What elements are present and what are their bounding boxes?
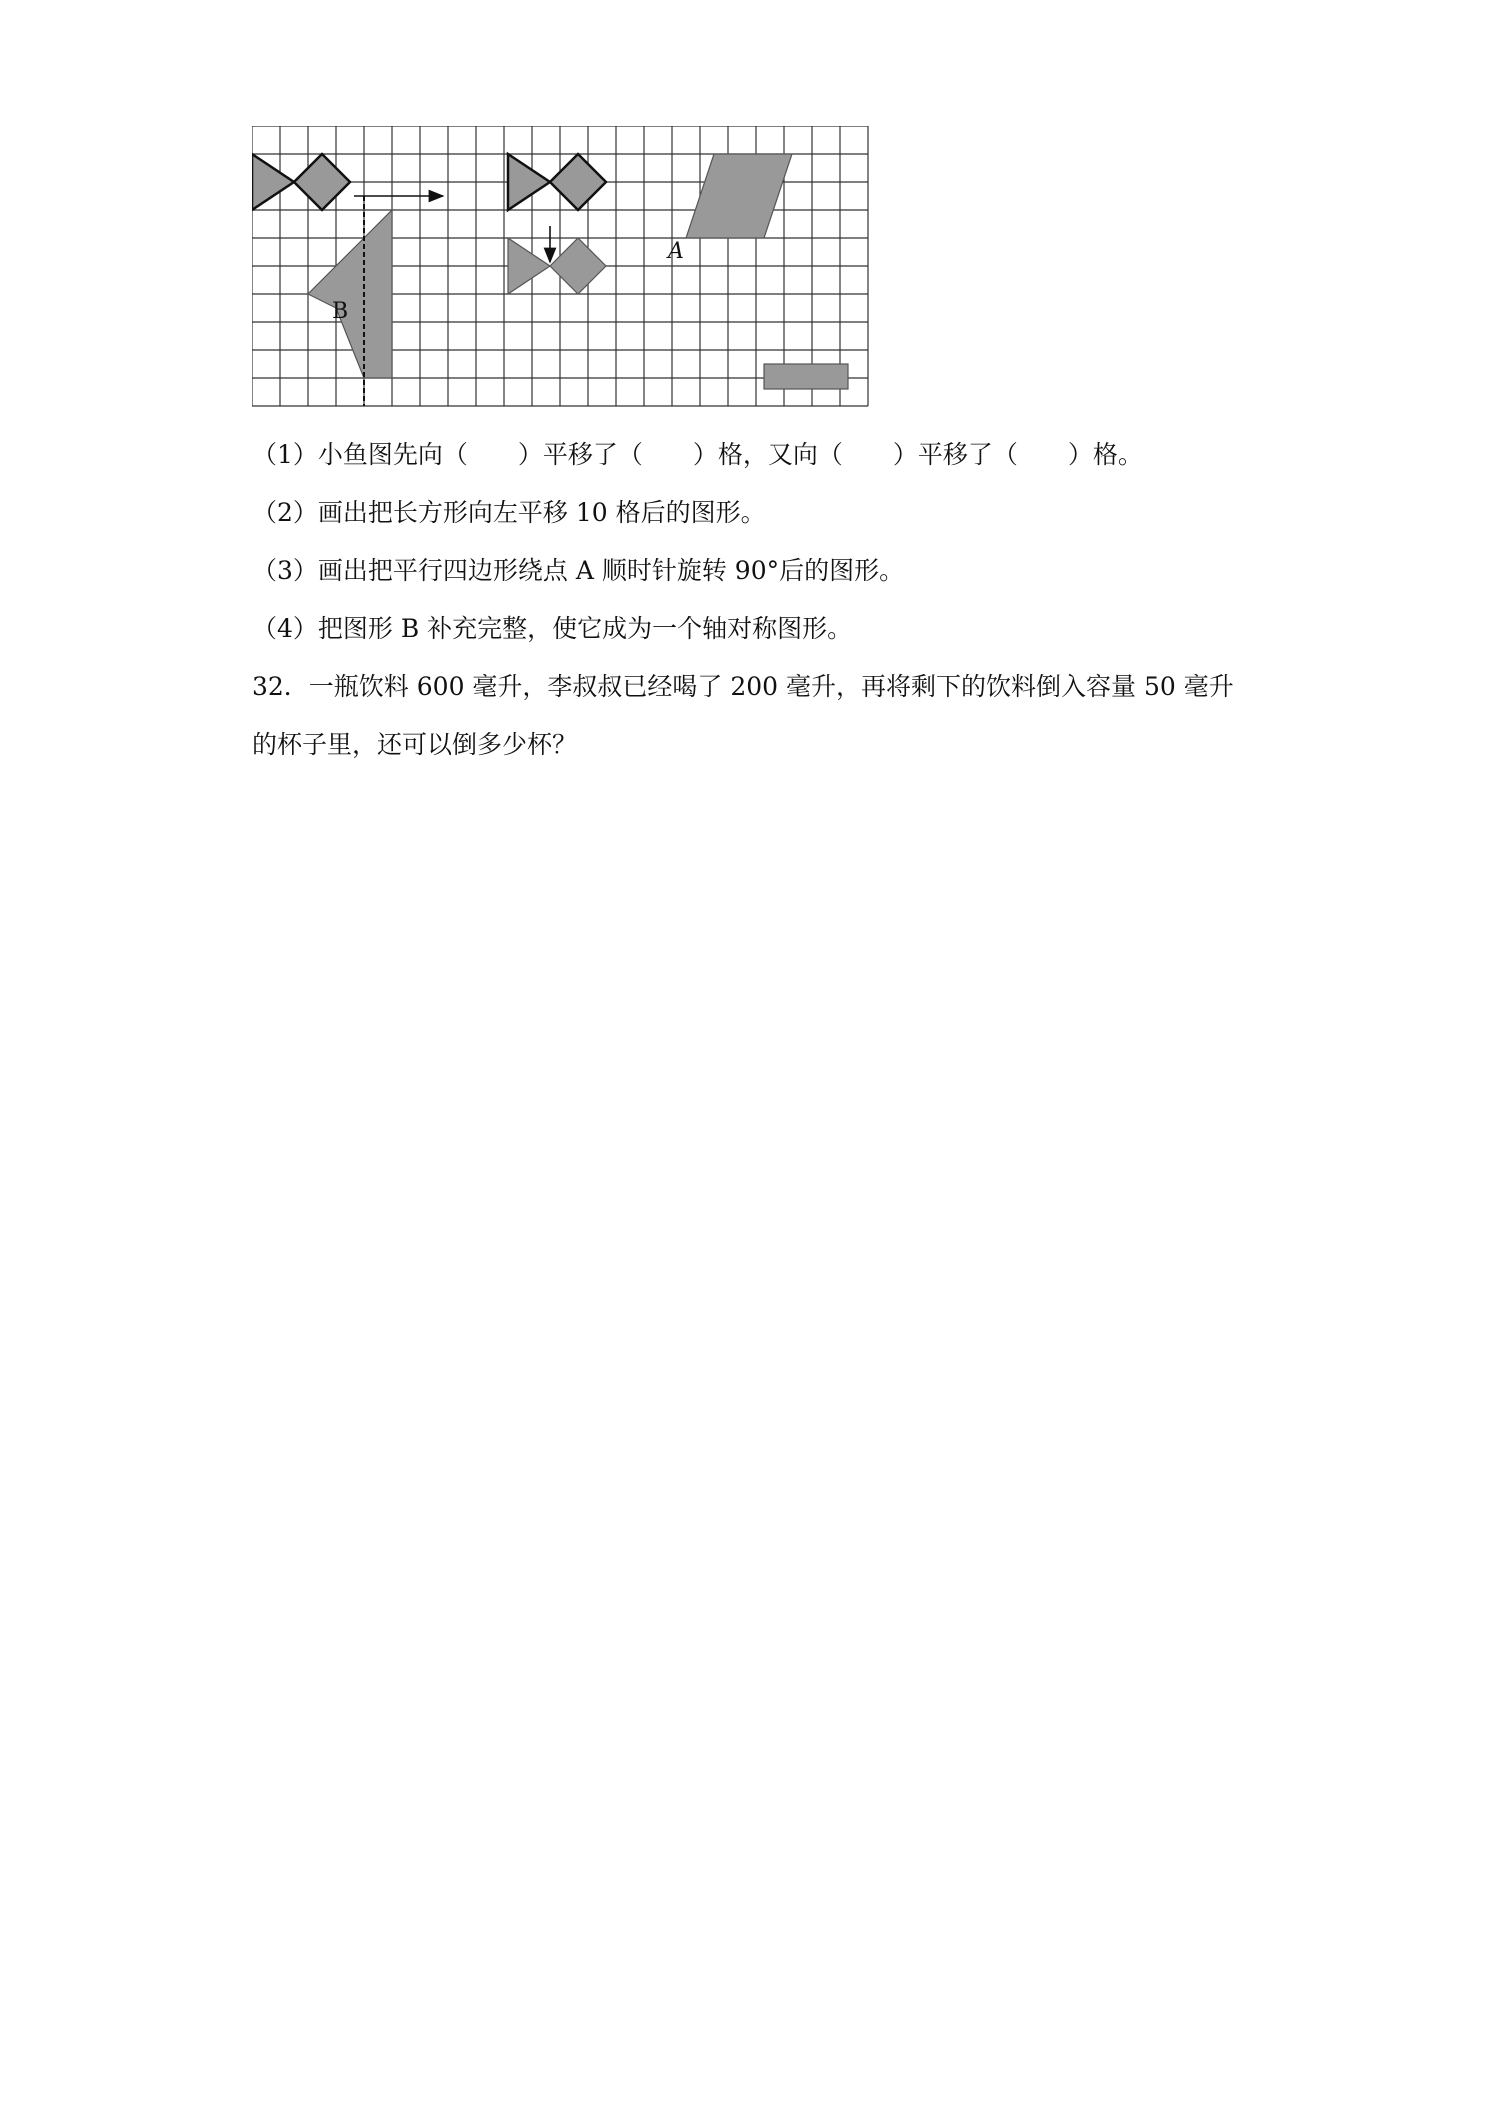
rectangle — [764, 364, 848, 389]
shape-b — [308, 210, 392, 378]
question-1: （1）小鱼图先向（ ）平移了（ ）格，又向（ ）平移了（ ）格。 — [252, 440, 1143, 469]
fish-translated-right — [508, 154, 606, 210]
grid-figure — [252, 126, 882, 416]
fish-translated-down — [508, 238, 606, 294]
question-4: （4）把图形 B 补充完整，使它成为一个轴对称图形。 — [252, 614, 853, 643]
question-2: （2）画出把长方形向左平移 10 格后的图形。 — [252, 498, 766, 527]
point-a-label: A — [668, 239, 684, 264]
problem-32-line-1: 32．一瓶饮料 600 毫升，李叔叔已经喝了 200 毫升，再将剩下的饮料倒入容量 50 毫升 — [252, 672, 1234, 701]
parallelogram — [686, 154, 792, 238]
problem-32-line-2: 的杯子里，还可以倒多少杯？ — [252, 730, 578, 759]
fish-original — [252, 154, 350, 210]
shape-b-label: B — [332, 299, 349, 324]
question-3: （3）画出把平行四边形绕点 A 顺时针旋转 90°后的图形。 — [252, 556, 905, 585]
